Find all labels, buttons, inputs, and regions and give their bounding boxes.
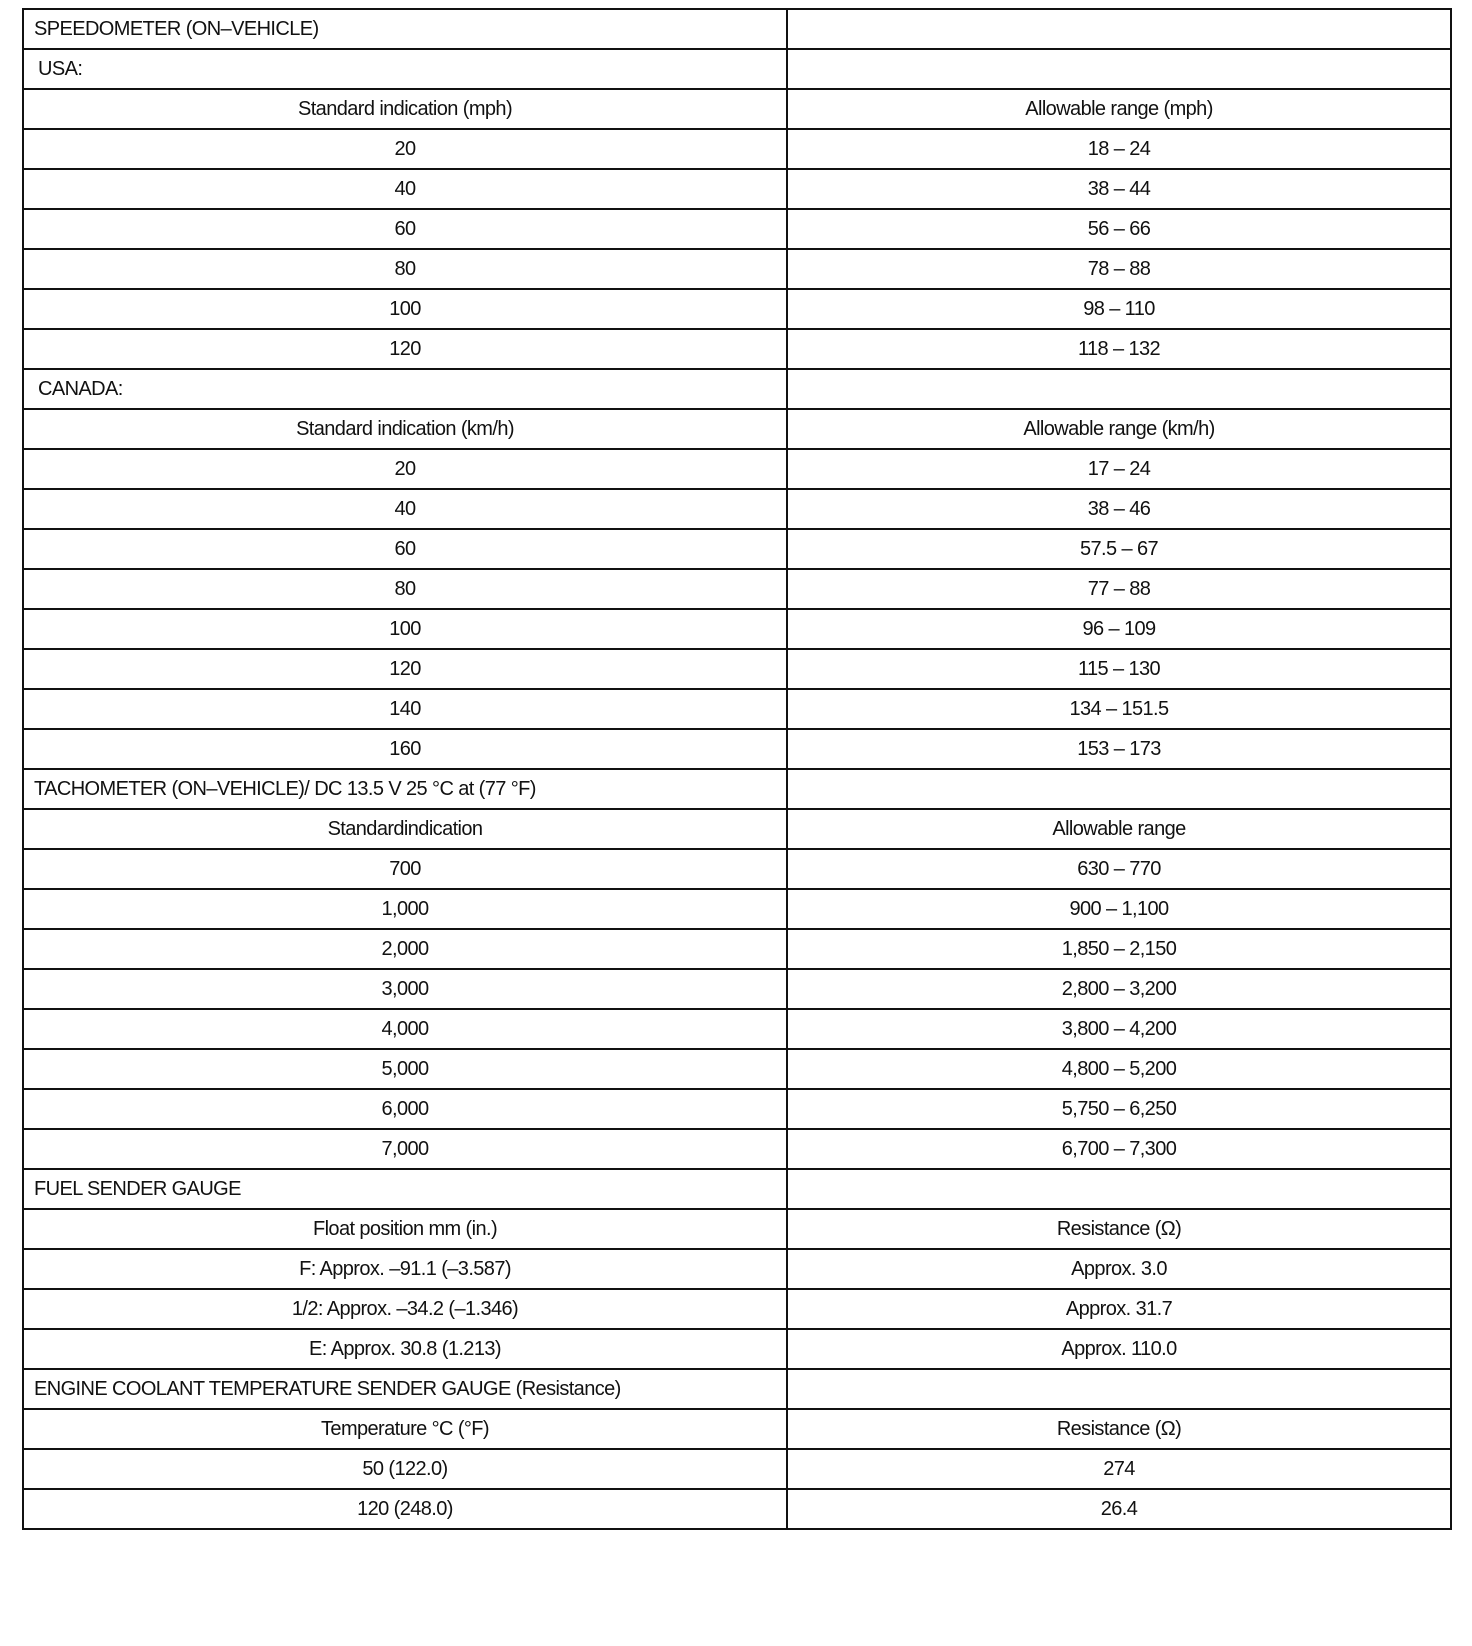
range-cell: 1,850 – 2,150 <box>787 929 1451 969</box>
resistance-cell: 274 <box>787 1449 1451 1489</box>
speedometer-title: SPEEDOMETER (ON–VEHICLE) <box>23 9 787 49</box>
range-cell: 78 – 88 <box>787 249 1451 289</box>
table-row <box>23 289 1451 329</box>
column-header: Resistance (Ω) <box>787 1209 1451 1249</box>
table-row <box>23 569 1451 609</box>
range-cell: 134 – 151.5 <box>787 689 1451 729</box>
empty-cell <box>787 769 1451 809</box>
header-row <box>23 89 1451 129</box>
column-header: Temperature °C (°F) <box>23 1409 787 1449</box>
coolant-sender-title: ENGINE COOLANT TEMPERATURE SENDER GAUGE (Resistance) <box>23 1369 787 1409</box>
resistance-cell: Approx. 3.0 <box>787 1249 1451 1289</box>
column-header: Allowable range <box>787 809 1451 849</box>
standard-cell: 6,000 <box>23 1089 787 1129</box>
range-cell: 18 – 24 <box>787 129 1451 169</box>
range-cell: 6,700 – 7,300 <box>787 1129 1451 1169</box>
column-header: Allowable range (km/h) <box>787 409 1451 449</box>
fuel-sender-title: FUEL SENDER GAUGE <box>23 1169 787 1209</box>
standard-cell: 80 <box>23 249 787 289</box>
standard-cell: 120 <box>23 649 787 689</box>
header-row <box>23 409 1451 449</box>
header-row <box>23 809 1451 849</box>
range-cell: 900 – 1,100 <box>787 889 1451 929</box>
temperature-cell: 50 (122.0) <box>23 1449 787 1489</box>
header-row <box>23 1209 1451 1249</box>
empty-cell <box>787 49 1451 89</box>
empty-cell <box>787 369 1451 409</box>
table-row <box>23 729 1451 769</box>
standard-cell: 4,000 <box>23 1009 787 1049</box>
usa-label: USA: <box>23 49 787 89</box>
table-row <box>23 169 1451 209</box>
range-cell: 38 – 44 <box>787 169 1451 209</box>
standard-cell: 700 <box>23 849 787 889</box>
range-cell: 57.5 – 67 <box>787 529 1451 569</box>
subsection-row <box>23 49 1451 89</box>
column-header: Resistance (Ω) <box>787 1409 1451 1449</box>
range-cell: 118 – 132 <box>787 329 1451 369</box>
empty-cell <box>787 1169 1451 1209</box>
standard-cell: 1,000 <box>23 889 787 929</box>
table-row <box>23 689 1451 729</box>
empty-cell <box>787 9 1451 49</box>
standard-cell: 7,000 <box>23 1129 787 1169</box>
table-row <box>23 609 1451 649</box>
table-row <box>23 489 1451 529</box>
range-cell: 98 – 110 <box>787 289 1451 329</box>
table-row <box>23 209 1451 249</box>
table-row <box>23 1089 1451 1129</box>
float-position-cell: F: Approx. –91.1 (–3.587) <box>23 1249 787 1289</box>
float-position-cell: 1/2: Approx. –34.2 (–1.346) <box>23 1289 787 1329</box>
empty-cell <box>787 1369 1451 1409</box>
table-row <box>23 329 1451 369</box>
section-row <box>23 1369 1451 1409</box>
temperature-cell: 120 (248.0) <box>23 1489 787 1529</box>
column-header: Allowable range (mph) <box>787 89 1451 129</box>
range-cell: 38 – 46 <box>787 489 1451 529</box>
resistance-cell: Approx. 31.7 <box>787 1289 1451 1329</box>
resistance-cell: 26.4 <box>787 1489 1451 1529</box>
table-row <box>23 449 1451 489</box>
standard-cell: 80 <box>23 569 787 609</box>
standard-cell: 140 <box>23 689 787 729</box>
section-row <box>23 9 1451 49</box>
range-cell: 3,800 – 4,200 <box>787 1009 1451 1049</box>
table-row <box>23 1249 1451 1289</box>
table-row <box>23 129 1451 169</box>
range-cell: 630 – 770 <box>787 849 1451 889</box>
table-row <box>23 1449 1451 1489</box>
table-row <box>23 969 1451 1009</box>
column-header: Standard indication (km/h) <box>23 409 787 449</box>
header-row <box>23 1409 1451 1449</box>
standard-cell: 3,000 <box>23 969 787 1009</box>
standard-cell: 40 <box>23 489 787 529</box>
range-cell: 115 – 130 <box>787 649 1451 689</box>
range-cell: 77 – 88 <box>787 569 1451 609</box>
table-row <box>23 249 1451 289</box>
tachometer-title: TACHOMETER (ON–VEHICLE)/ DC 13.5 V 25 °C at (77 °F) <box>23 769 787 809</box>
float-position-cell: E: Approx. 30.8 (1.213) <box>23 1329 787 1369</box>
table-row <box>23 529 1451 569</box>
standard-cell: 5,000 <box>23 1049 787 1089</box>
table-row <box>23 1009 1451 1049</box>
column-header: Float position mm (in.) <box>23 1209 787 1249</box>
table-row <box>23 1489 1451 1529</box>
standard-cell: 60 <box>23 529 787 569</box>
column-header: Standardindication <box>23 809 787 849</box>
table-row <box>23 849 1451 889</box>
column-header: Standard indication (mph) <box>23 89 787 129</box>
section-row <box>23 769 1451 809</box>
table-row <box>23 649 1451 689</box>
range-cell: 96 – 109 <box>787 609 1451 649</box>
table-row <box>23 1129 1451 1169</box>
table-row <box>23 1289 1451 1329</box>
spec-sheet <box>22 8 1450 1530</box>
canada-label: CANADA: <box>23 369 787 409</box>
section-row <box>23 1169 1451 1209</box>
range-cell: 56 – 66 <box>787 209 1451 249</box>
standard-cell: 120 <box>23 329 787 369</box>
subsection-row <box>23 369 1451 409</box>
standard-cell: 100 <box>23 289 787 329</box>
resistance-cell: Approx. 110.0 <box>787 1329 1451 1369</box>
table-row <box>23 929 1451 969</box>
range-cell: 17 – 24 <box>787 449 1451 489</box>
range-cell: 2,800 – 3,200 <box>787 969 1451 1009</box>
standard-cell: 2,000 <box>23 929 787 969</box>
specification-table <box>22 8 1452 1530</box>
standard-cell: 100 <box>23 609 787 649</box>
standard-cell: 20 <box>23 129 787 169</box>
table-row <box>23 1329 1451 1369</box>
standard-cell: 20 <box>23 449 787 489</box>
standard-cell: 160 <box>23 729 787 769</box>
table-row <box>23 1049 1451 1089</box>
range-cell: 153 – 173 <box>787 729 1451 769</box>
range-cell: 4,800 – 5,200 <box>787 1049 1451 1089</box>
table-row <box>23 889 1451 929</box>
standard-cell: 40 <box>23 169 787 209</box>
standard-cell: 60 <box>23 209 787 249</box>
range-cell: 5,750 – 6,250 <box>787 1089 1451 1129</box>
